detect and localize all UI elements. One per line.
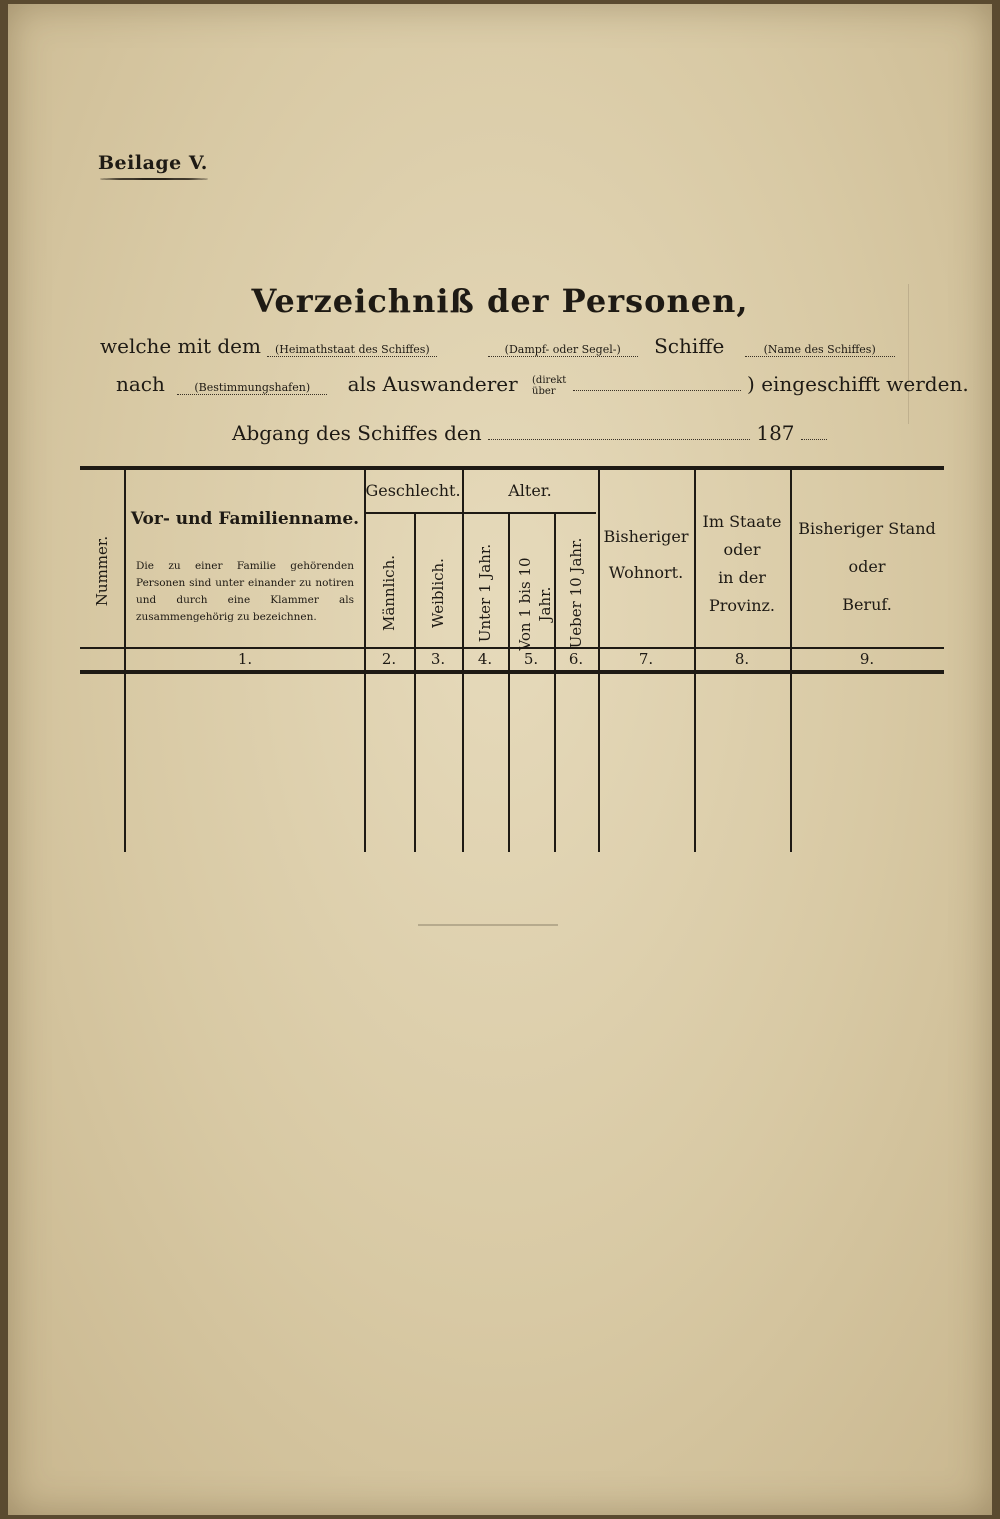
line1-lead: welche mit dem	[100, 334, 261, 358]
column-number-9: 9.	[859, 650, 875, 668]
departure-year-suffix-field[interactable]	[801, 425, 827, 440]
column-number-4: 4.	[477, 650, 493, 668]
line2-tail: ) eingeschifft werden.	[747, 372, 969, 396]
column-number-8: 8.	[734, 650, 750, 668]
departure-year: 187	[756, 421, 795, 445]
destination-port-field[interactable]	[177, 381, 327, 395]
table-top-rule	[80, 466, 944, 470]
header-residence: Bisheriger Wohnort.	[603, 527, 689, 582]
subheader-rule	[364, 512, 596, 514]
bleed-through-vertical	[908, 284, 909, 424]
column-number-2: 2.	[381, 650, 397, 668]
route-field[interactable]	[573, 376, 741, 391]
header-age-1to10: Von 1 bis 10 Jahr.	[516, 557, 554, 651]
direct-via-hint: (direkt über	[532, 374, 567, 397]
departure-label: Abgang des Schiffes den	[232, 421, 482, 445]
header-occupation: Bisheriger Stand oder Beruf.	[798, 519, 936, 614]
header-state-province: Im Staate oder in der Provinz.	[702, 512, 782, 615]
column-number-1: 1.	[237, 650, 253, 668]
header-nummer: Nummer.	[93, 535, 111, 607]
column-number-5: 5.	[523, 650, 539, 668]
bleed-through-rule	[418, 924, 558, 926]
departure-date-field[interactable]	[488, 425, 750, 440]
ship-name-hint: (Name des Schiffes)	[763, 343, 876, 356]
home-state-field[interactable]	[267, 343, 437, 357]
header-age-over10: Ueber 10 Jahr.	[567, 537, 585, 649]
home-state-hint: (Heimathstaat des Schiffes)	[274, 343, 430, 356]
header-age-group: Alter.	[508, 481, 552, 500]
column-number-6: 6.	[568, 650, 584, 668]
column-number-7: 7.	[638, 650, 654, 668]
header-sex-group: Geschlecht.	[365, 481, 461, 500]
header-female: Weiblich.	[429, 558, 447, 628]
numbers-bottom-rule	[80, 670, 944, 674]
ship-type-field[interactable]	[488, 343, 638, 357]
ship-name-field[interactable]	[745, 343, 895, 357]
form-line-3	[232, 421, 827, 445]
persons-table	[80, 466, 944, 852]
header-age-under1: Unter 1 Jahr.	[476, 543, 494, 643]
header-bottom-rule	[80, 647, 944, 649]
header-name-note: Die zu einer Familie gehörenden Personen sind unter einander zu notiren und durch eine Klammer als zusammengehörig zu bezeichnen.	[136, 560, 354, 623]
line2-lead: nach	[116, 372, 165, 396]
page-title: Verzeichniß der Personen,	[251, 282, 749, 320]
line2-emigrants: als Auswanderer	[347, 372, 518, 396]
form-line-1	[100, 334, 895, 358]
line1-word-ship: Schiffe	[654, 334, 725, 358]
rule-age1	[508, 512, 510, 852]
destination-port-hint: (Bestimmungshafen)	[194, 381, 311, 394]
form-line-2	[116, 372, 969, 397]
document-page	[8, 4, 992, 1515]
ship-type-hint: (Dampf- oder Segel-)	[504, 343, 621, 356]
appendix-label: Beilage V.	[98, 152, 208, 174]
header-name-title: Vor- und Familienname.	[130, 509, 360, 529]
rule-between-sex	[414, 512, 416, 852]
appendix-underline	[100, 178, 208, 180]
header-male: Männlich.	[380, 554, 398, 632]
column-number-3: 3.	[430, 650, 446, 668]
